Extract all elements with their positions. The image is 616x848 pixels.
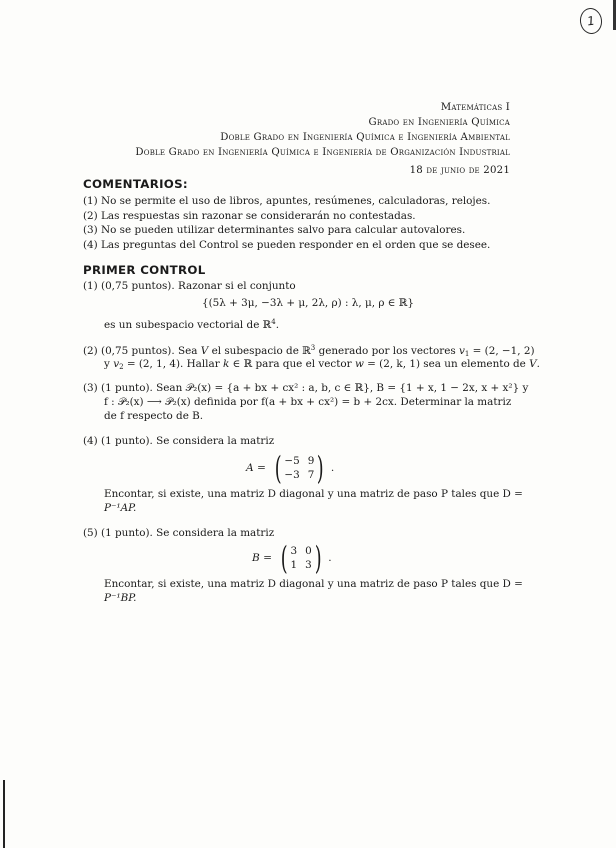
text-span: ∈ ℝ para que el vector: [229, 358, 355, 370]
question-4-line-1: Encontar, si existe, una matriz D diagonal y una matriz de paso P tales que D =: [104, 488, 523, 500]
question-1-set: {(5λ + 3μ, −3λ + μ, 2λ, ρ) : λ, μ, ρ ∈ ℝ}: [202, 297, 414, 309]
question-5-intro: (5) (1 punto). Se considera la matriz: [83, 527, 275, 539]
header-date: 18 de junio de 2021: [409, 165, 510, 176]
math-subscript: 2: [119, 363, 124, 371]
question-4-intro: (4) (1 punto). Se considera la matriz: [83, 435, 275, 447]
matrix-b-name: B =: [252, 552, 273, 564]
question-1-tail-period: .: [275, 319, 280, 331]
math-var: k: [222, 358, 230, 370]
comment-item: (2) Las respuestas sin razonar se considerarán no contestadas.: [83, 210, 416, 222]
scan-edge-line: [3, 780, 5, 848]
text-span: .: [536, 358, 540, 370]
matrix-cell: 3: [290, 545, 298, 557]
question-5-line-2: P⁻¹BP.: [104, 592, 137, 604]
matrix-cell: 7: [307, 469, 315, 481]
matrix-a-period: .: [330, 462, 335, 474]
question-3-line-1: (3) (1 punto). Sean 𝒫₂(x) = {a + bx + cx² : a, b, c ∈ ℝ}, B = {1 + x, 1 − 2x, x + x²} y: [83, 382, 529, 394]
text-span: el subespacio de ℝ: [208, 345, 311, 357]
matrix-cell: 9: [307, 455, 315, 467]
question-3-line-2: f : 𝒫₂(x) ⟶ 𝒫₂(x) definida por f(a + bx + cx²) = b + 2cx. Determinar la matriz: [104, 396, 512, 408]
comment-item: (1) No se permite el uso de libros, apuntes, resúmenes, calculadoras, relojes.: [83, 195, 491, 207]
text-span: y: [104, 358, 114, 370]
text-span: (2) (0,75 puntos). Sea: [83, 345, 201, 357]
matrix-a-grid: [284, 454, 314, 482]
matrix-a: [246, 449, 335, 487]
matrix-b-grid: [291, 544, 312, 572]
question-4-line-2: P⁻¹AP.: [104, 502, 137, 514]
math-subscript: 1: [464, 350, 470, 358]
question-5-line-1: Encontar, si existe, una matriz D diagonal y una matriz de paso P tales que D =: [104, 578, 523, 590]
right-paren: ): [314, 539, 322, 577]
matrix-cell: −3: [284, 469, 300, 481]
matrix-cell: 0: [305, 545, 312, 557]
question-2-line-1: [83, 344, 535, 358]
question-1-tail-text: es un subespacio vectorial de ℝ: [104, 319, 272, 331]
math-var: v: [113, 358, 120, 370]
left-paren: (: [274, 449, 282, 487]
matrix-cell: 1: [290, 559, 298, 571]
header-double-degree-industrial: Doble Grado en Ingeniería Química e Ingeniería de Organización Industrial: [135, 147, 510, 158]
header-subject: Matemáticas I: [440, 102, 510, 113]
question-3-line-3: de f respecto de B.: [104, 410, 204, 422]
matrix-cell: 3: [305, 559, 312, 571]
comment-item: (4) Las preguntas del Control se pueden responder en el orden que se desee.: [83, 239, 491, 251]
matrix-b: [252, 539, 332, 577]
matrix-cell: −5: [284, 455, 300, 467]
math-var: w: [354, 358, 364, 370]
comment-item: (3) No se pueden utilizar determinantes salvo para calcular autovalores.: [83, 224, 466, 236]
math-exponent: 3: [310, 344, 316, 352]
matrix-b-period: .: [328, 552, 332, 564]
left-paren: (: [280, 539, 288, 577]
text-span: = (2, 1, 4). Hallar: [123, 358, 223, 370]
question-2-line-2: [104, 358, 540, 371]
header-double-degree-environmental: Doble Grado en Ingeniería Química e Ingeniería Ambiental: [220, 132, 510, 143]
question-1-exponent: 4: [271, 318, 276, 326]
math-var: V: [529, 358, 537, 370]
right-paren: ): [317, 449, 325, 487]
question-1-intro: (1) (0,75 puntos). Razonar si el conjunto: [83, 280, 296, 292]
matrix-a-name: A =: [246, 462, 266, 474]
header-degree: Grado en Ingeniería Química: [368, 117, 510, 128]
handwritten-page-number: 1: [578, 7, 603, 36]
math-var: V: [200, 345, 209, 357]
control-title: PRIMER CONTROL: [83, 263, 206, 277]
question-1-tail: [104, 318, 279, 331]
text-span: generado por los vectores: [315, 345, 459, 357]
text-span: = (2, −1, 2): [469, 345, 535, 357]
text-span: = (2, k, 1) sea un elemento de: [363, 358, 530, 370]
math-var: v: [459, 345, 465, 357]
comments-title: COMENTARIOS:: [83, 177, 188, 191]
